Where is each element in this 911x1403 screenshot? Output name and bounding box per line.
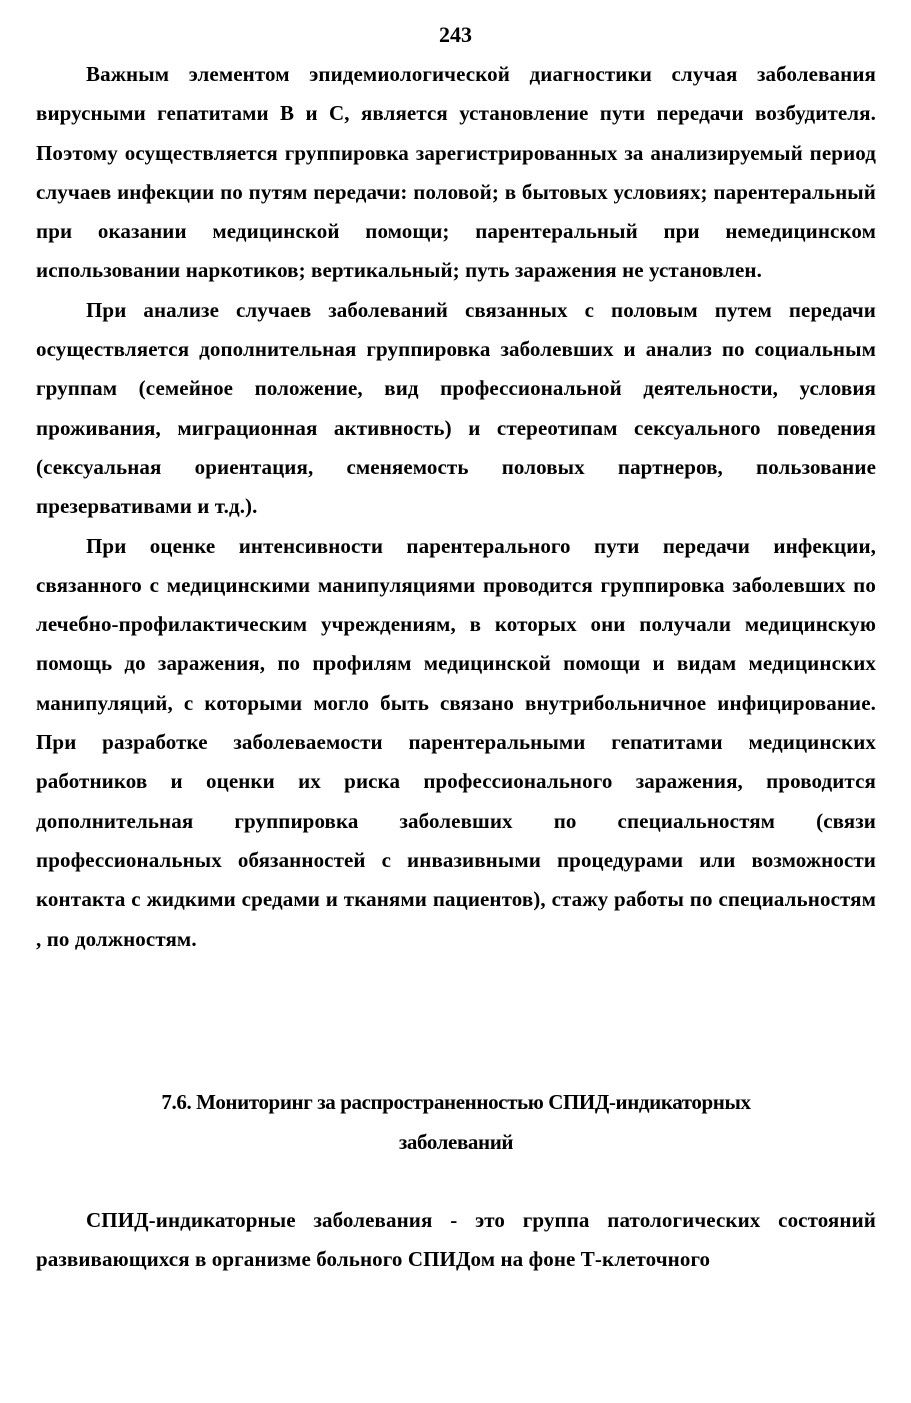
paragraph-transmission-routes: Важным элементом эпидемиологической диагностики случая заболевания вирусными гепатитами В и С, является установление пути передачи возбудителя. Поэтому осуществляется группировка зарегистрированных за анализируемый период случаев инфекции по путям передачи: половой; в бытовых условиях; парентеральный при оказании медицинской помощи; парентеральный при немедицинском использовании наркотиков; вертикальный; путь заражения не установлен. [36,62,876,283]
section-heading [36,1082,876,1162]
section-heading-line-2: заболеваний [398,1130,514,1154]
paragraph-parenteral-transmission: При оценке интенсивности парентерального пути передачи инфекции, связанного с медицинскими манипуляциями проводится группировка заболевших по лечебно-профилактическим учреждениям, в которых они получали медицинскую помощь до заражения, по профилям медицинской помощи и видам медицинских манипуляций, с которыми могло быть связано внутрибольничное инфицирование. При разработке заболеваемости парентеральными гепатитами медицинских работников и оценки их риска профессионального заражения, проводится дополнительная группировка заболевших по специальностям (связи профессиональных обязанностей с инвазивными процедурами или возможности контакта с жидкими средами и тканями пациентов), стажу работы по специальностям , по должностям. [36,533,876,951]
main-text-block [36,55,876,959]
paragraph-sexual-transmission: При анализе случаев заболеваний связанных с половым путем передачи осуществляется дополнительная группировка заболевших и анализ по социальным группам (семейное положение, вид профессиональной деятельности, условия проживания, миграционная активность) и стереотипам сексуального поведения (сексуальная ориентация, сменяемость половых партнеров, пользование презервативами и т.д.). [36,297,876,519]
paragraph-aids-indicator-diseases: СПИД-индикаторные заболевания - это группа патологических состояний развивающихся в организме больного СПИДом на фоне Т-клеточного [36,1208,876,1272]
section-heading-line-1: 7.6. Мониторинг за распространенностью СПИД-индикаторных [161,1090,751,1114]
page-number: 243 [439,22,472,47]
section-text-block [36,1201,876,1280]
